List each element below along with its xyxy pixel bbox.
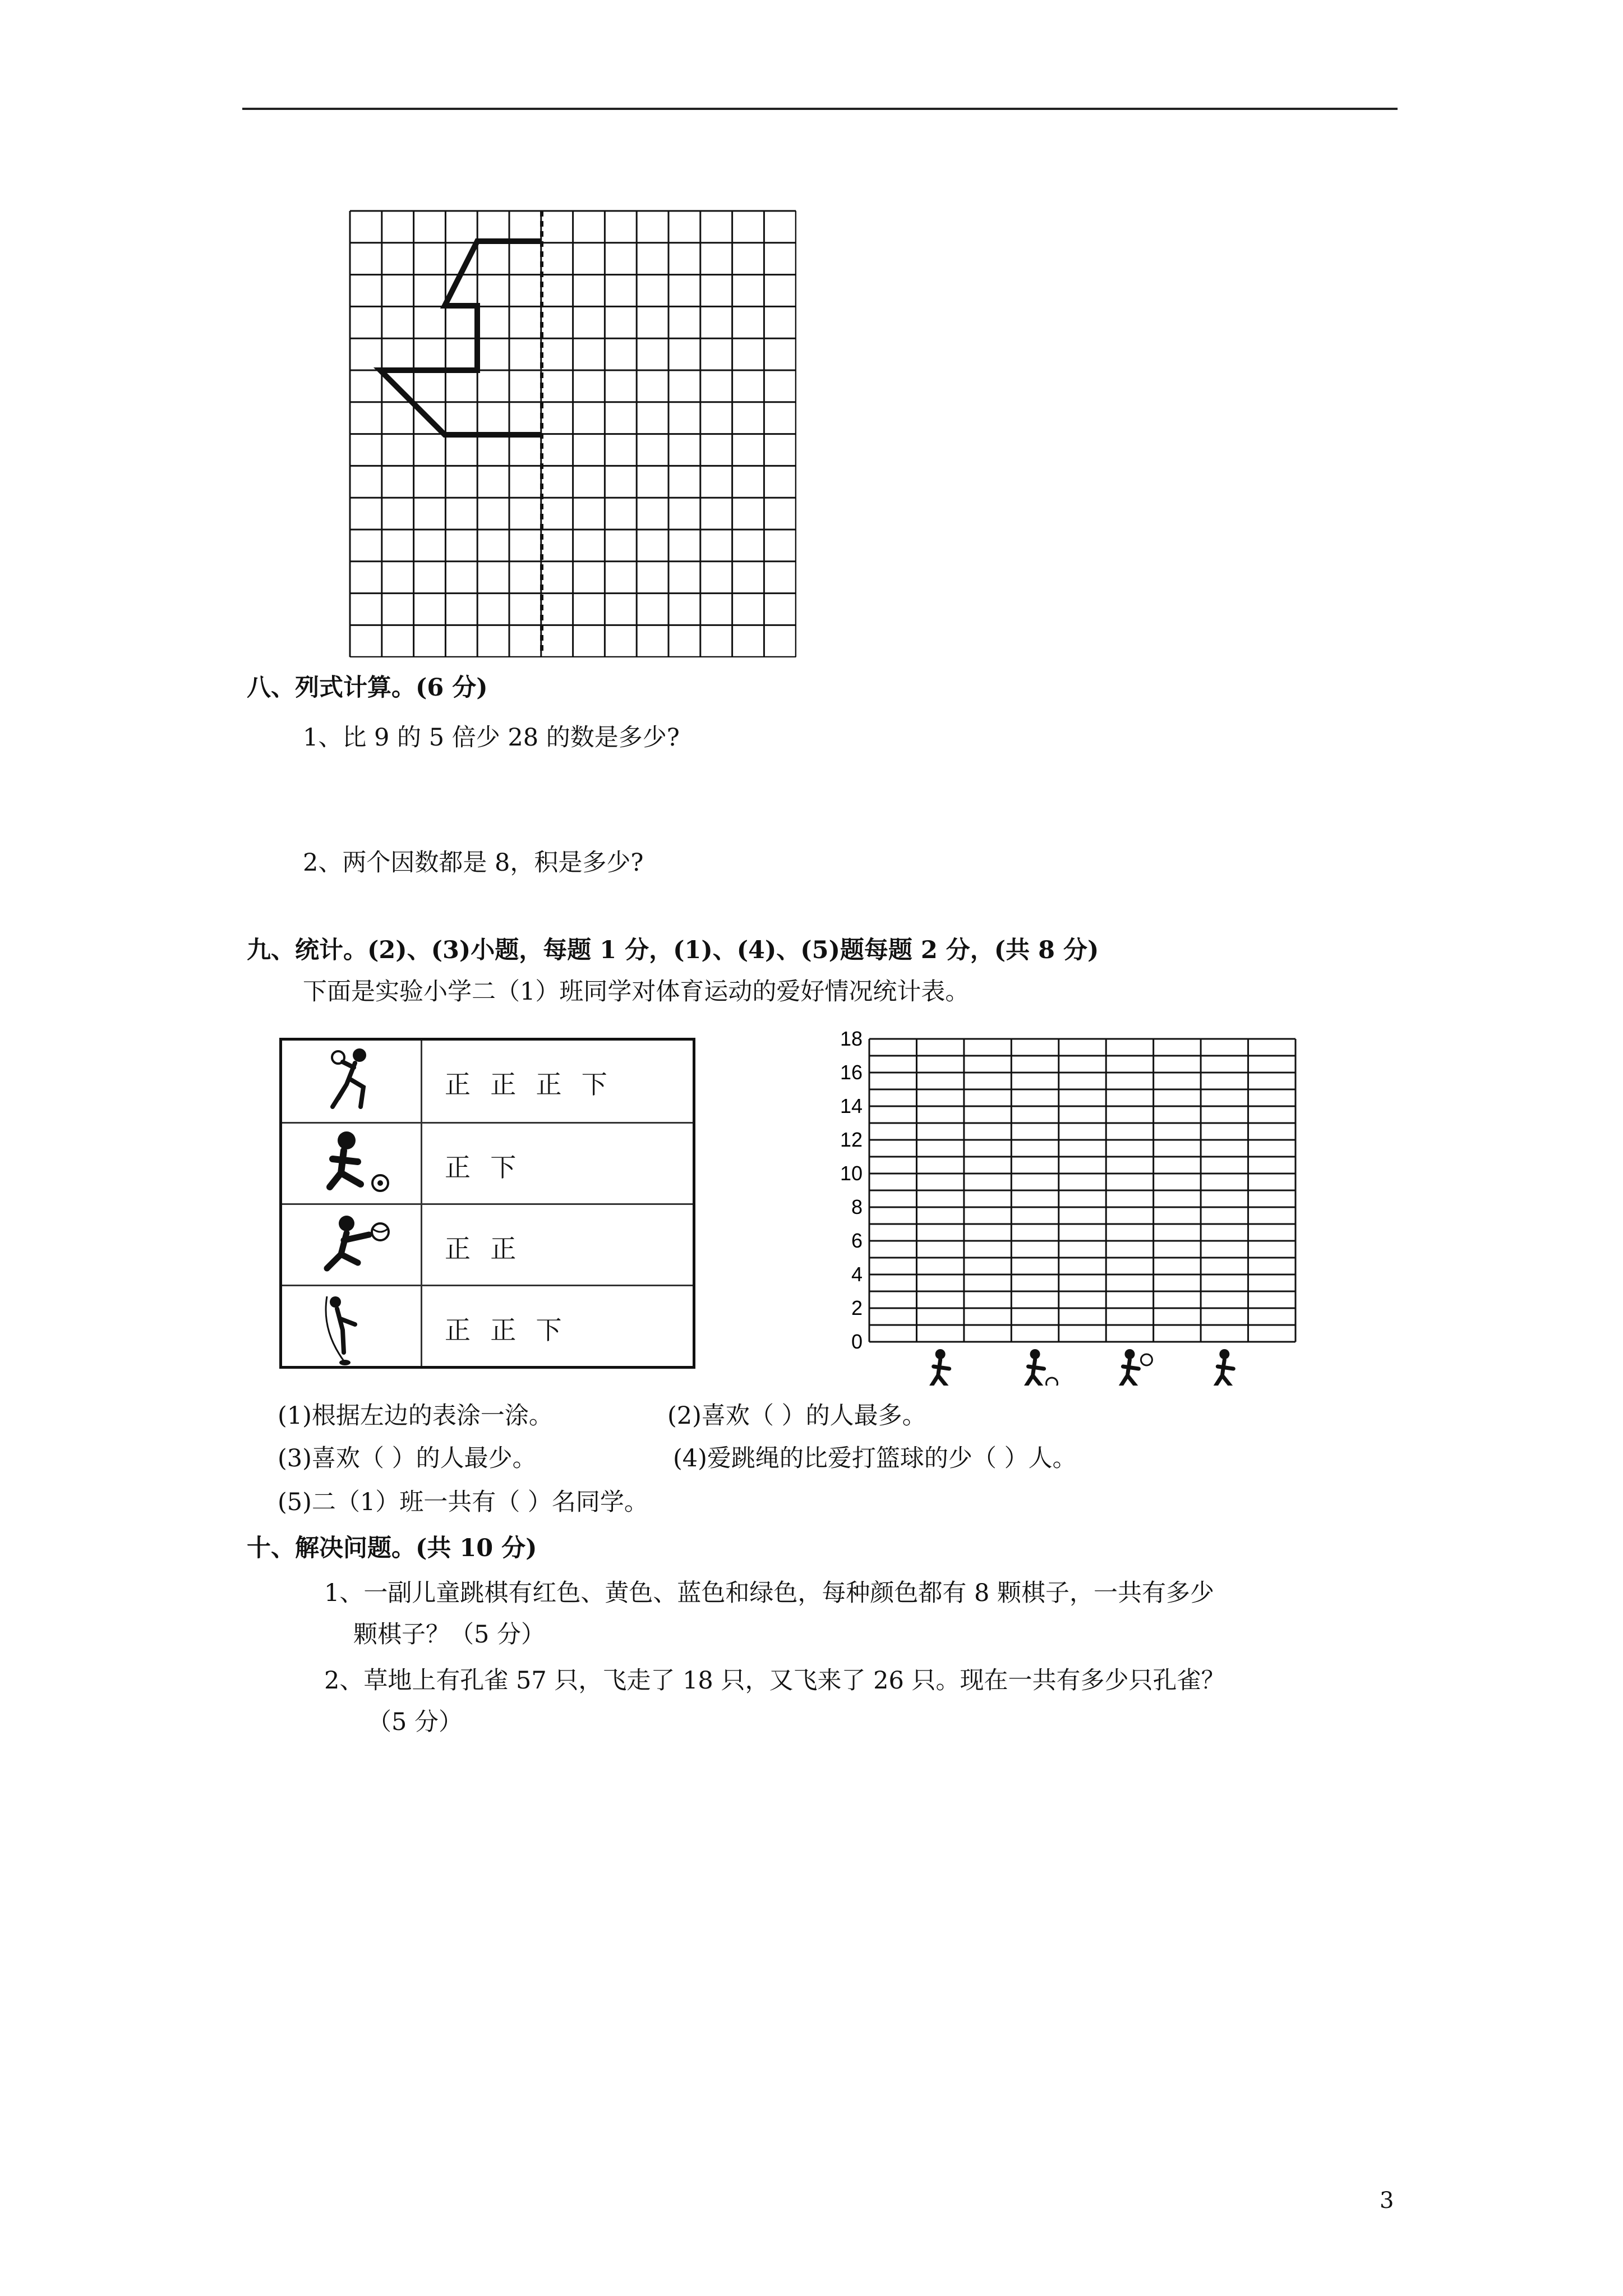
volleyball-player-icon xyxy=(1119,1349,1152,1386)
section9-question-1: (1)根据左边的表涂一涂。 xyxy=(278,1402,553,1430)
football-player-icon xyxy=(316,1128,400,1198)
section9-question-5: (5)二（1）班一共有（ ）名同学。 xyxy=(278,1488,648,1516)
y-tick-label: 8 xyxy=(851,1195,863,1218)
basketball-player-icon xyxy=(316,1045,383,1115)
category-icons xyxy=(930,1349,1234,1386)
tally-row xyxy=(282,1285,693,1366)
tally-row xyxy=(282,1203,693,1285)
symmetry-grid-figure xyxy=(348,209,796,657)
tally-marks: 正 正 xyxy=(445,1234,518,1264)
y-tick-label: 10 xyxy=(840,1162,863,1185)
section10-question-1-line1: 1、一副儿童跳棋有红色、黄色、蓝色和绿色，每种颜色都有 8 颗棋子，一共有多少 xyxy=(324,1579,1215,1607)
grid-lines xyxy=(350,211,796,657)
section8-heading: 八、列式计算。(6 分) xyxy=(247,674,488,702)
tally-row xyxy=(282,1122,693,1203)
y-tick-label: 14 xyxy=(840,1094,863,1117)
rope-skipping-player-icon xyxy=(316,1291,383,1369)
page-number: 3 xyxy=(1380,2188,1394,2214)
y-tick-label: 18 xyxy=(840,1027,863,1050)
top-rule xyxy=(242,108,1398,110)
section9-question-4: (4)爱跳绳的比爱打篮球的少（ ）人。 xyxy=(673,1444,1077,1473)
y-tick-label: 16 xyxy=(840,1061,863,1084)
y-tick-label: 0 xyxy=(851,1330,863,1353)
section10-question-1-line2: 颗棋子？（5 分） xyxy=(353,1621,546,1649)
tally-marks: 正 下 xyxy=(445,1152,518,1182)
tally-marks: 正 正 正 下 xyxy=(445,1069,608,1099)
section9-heading: 九、统计。(2)、(3)小题，每题 1 分，(1)、(4)、(5)题每题 2 分，(共 8 分) xyxy=(247,936,1099,964)
tally-marks: 正 正 下 xyxy=(445,1315,563,1345)
section8-question-1: 1、比 9 的 5 倍少 28 的数是多少? xyxy=(303,724,680,752)
volleyball-player-icon xyxy=(316,1209,400,1280)
y-tick-label: 2 xyxy=(851,1296,863,1319)
chart-grid xyxy=(869,1039,1295,1342)
tally-table xyxy=(279,1038,695,1369)
section9-question-2: (2)喜欢（ ）的人最多。 xyxy=(667,1402,926,1430)
section9-intro: 下面是实验小学二（1）班同学对体育运动的爱好情况统计表。 xyxy=(303,978,970,1006)
tally-row xyxy=(282,1041,693,1122)
section10-heading: 十、解决问题。(共 10 分) xyxy=(247,1534,537,1562)
football-player-icon xyxy=(1025,1349,1058,1386)
section8-question-2: 2、两个因数都是 8，积是多少? xyxy=(303,849,644,877)
basketball-player-icon xyxy=(930,1349,949,1386)
y-tick-labels xyxy=(840,1027,863,1353)
section10-question-2-line1: 2、草地上有孔雀 57 只，飞走了 18 只，又飞来了 26 只。现在一共有多少只孔雀？ xyxy=(324,1667,1225,1695)
y-tick-label: 6 xyxy=(851,1229,863,1252)
section9-question-3: (3)喜欢（ ）的人最少。 xyxy=(278,1444,537,1473)
y-tick-label: 4 xyxy=(851,1263,863,1286)
section10-question-2-line2: （5 分） xyxy=(367,1708,463,1736)
y-tick-label: 12 xyxy=(840,1128,863,1151)
rope-skipping-player-icon xyxy=(1214,1349,1233,1386)
bar-chart xyxy=(819,1027,1324,1386)
